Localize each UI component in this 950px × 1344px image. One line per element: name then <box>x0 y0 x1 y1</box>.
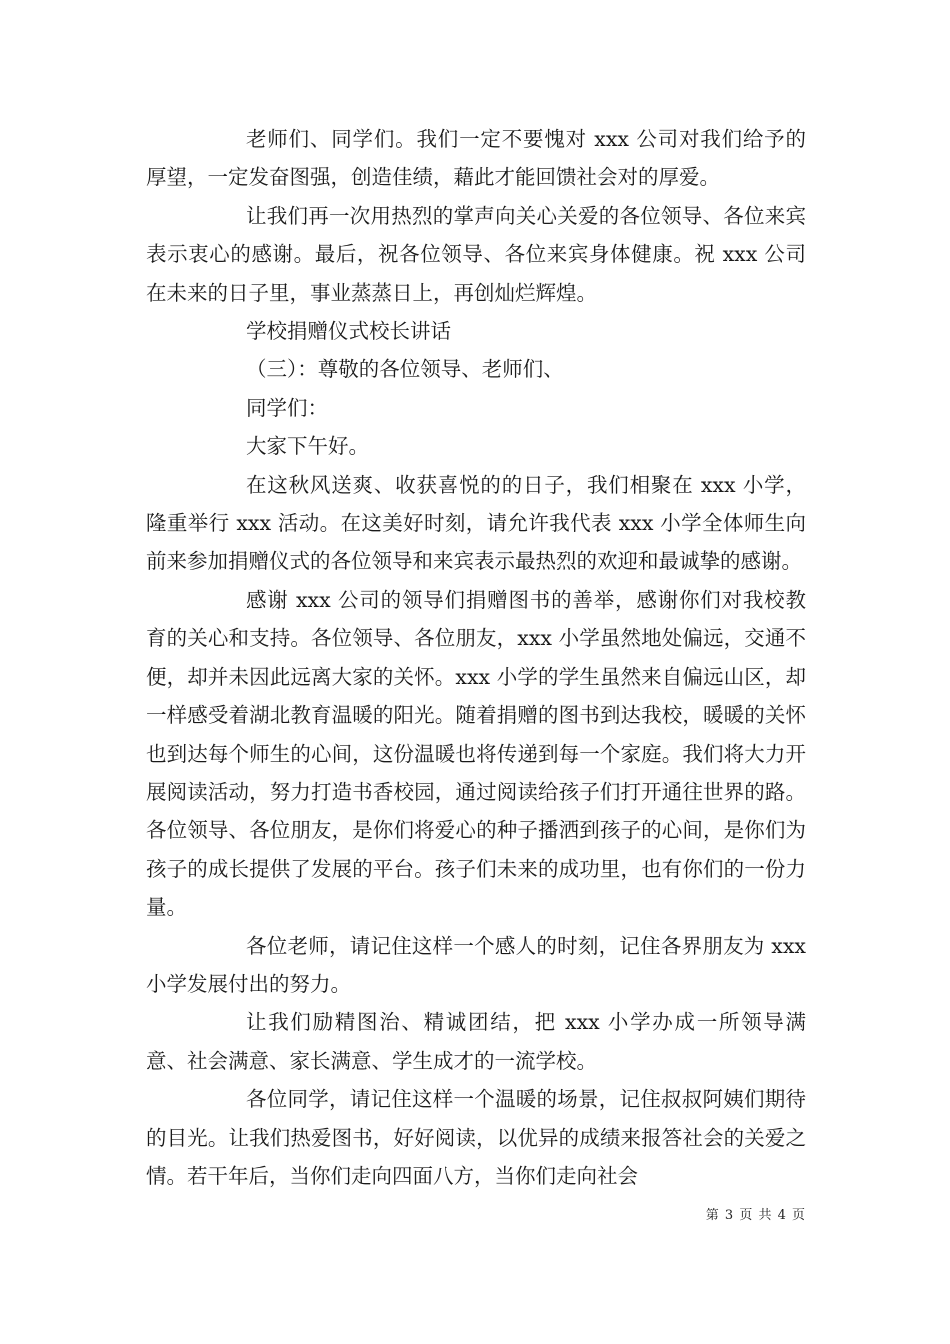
paragraph-welcome: 在这秋风送爽、收获喜悦的的日子，我们相聚在 xxx 小学，隆重举行 xxx 活动。在这美好时刻，请允许我代表 xxx 小学全体师生向前来参加捐赠仪式的各位领导和来宾表示最热烈的欢迎和最诚挚的感谢。 <box>146 472 806 574</box>
speech-salutation: （三）：尊敬的各位领导、老师们、 <box>246 357 564 382</box>
paragraph-applause-thanks: 让我们再一次用热烈的掌声向关心关爱的各位领导、各位来宾表示衷心的感谢。最后，祝各位领导、各位来宾身体健康。祝 xxx 公司在未来的日子里，事业蒸蒸日上，再创灿烂辉煌。 <box>146 203 806 305</box>
greeting: 大家下午好。 <box>246 434 369 459</box>
paragraph-school-goal: 让我们励精图治、精诚团结，把 xxx 小学办成一所领导满意、社会满意、家长满意、学生成才的一流学校。 <box>146 1010 806 1073</box>
document-body <box>146 120 806 1195</box>
paragraph-students-remember: 各位同学，请记住这样一个温暖的场景，记住叔叔阿姨们期待的目光。让我们热爱图书，好好阅读，以优异的成绩来报答社会的关爱之情。若干年后，当你们走向四面八方，当你们走向社会 <box>146 1087 806 1188</box>
speech-salutation-continued: 同学们： <box>246 395 328 420</box>
paragraph-thanks-donation: 感谢 xxx 公司的领导们捐赠图书的善举，感谢你们对我校教育的关心和支持。各位领导、各位朋友，xxx 小学虽然地处偏远，交通不便，却并未因此远离大家的关怀。xxx 小学的学生虽然来自偏远山区，却一样感受着湖北教育温暖的阳光。随着捐赠的图书到达我校，暖暖的关怀也到达每个师生的心间，这份温暖也将传递到每一个家庭。我们将大力开展阅读活动，努力打造书香校园，通过阅读给孩子们打开通往世界的路。各位领导、各位朋友，是你们将爱心的种子播洒到孩子的心间，是你们为孩子的成长提供了发展的平台。孩子们未来的成功里，也有你们的一份力量。 <box>146 587 806 920</box>
section-title: 学校捐赠仪式校长讲话 <box>246 319 451 344</box>
page-number: 第 3 页 共 4 页 <box>705 1208 806 1223</box>
paragraph-teachers-remember: 各位老师，请记住这样一个感人的时刻，记住各界朋友为 xxx 小学发展付出的努力。 <box>146 933 806 996</box>
paragraph-gratitude-teachers: 老师们、同学们。我们一定不要愧对 xxx 公司对我们给予的厚望，一定发奋图强，创造佳绩，藉此才能回馈社会对的厚爱。 <box>146 127 806 190</box>
